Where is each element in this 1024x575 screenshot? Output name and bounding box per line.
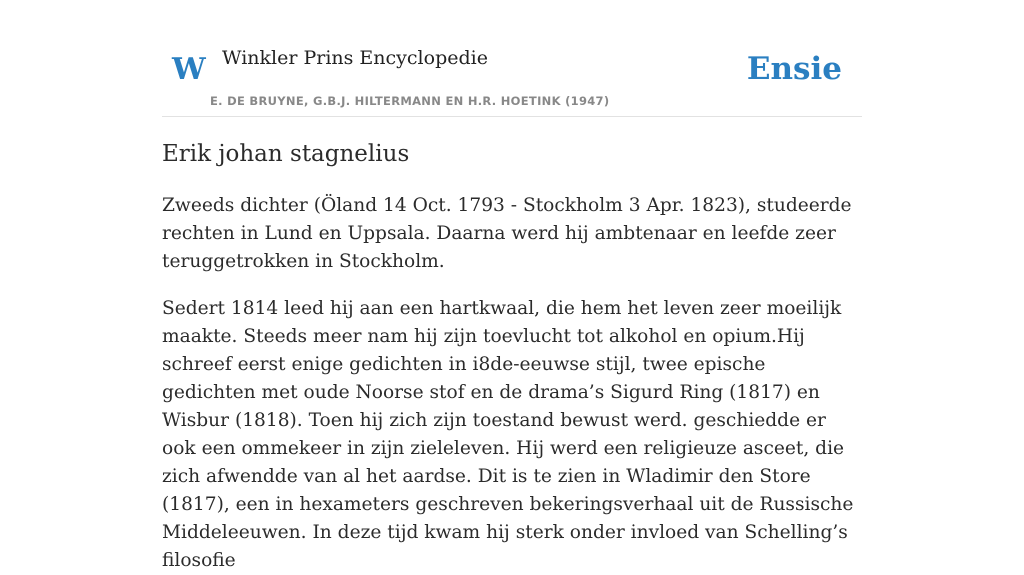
article — [162, 136, 862, 575]
book-authors: E. DE BRUYNE, G.B.J. HILTERMANN EN H.R. HOETINK (1947) — [210, 94, 610, 108]
winkler-prins-logo-icon[interactable]: W — [172, 52, 206, 87]
book-title-link[interactable]: Winkler Prins Encyclopedie — [222, 47, 488, 69]
article-paragraph: Zweeds dichter (Öland 14 Oct. 1793 - Stockholm 3 Apr. 1823), studeerde rechten in Lund en Uppsala. Daarna werd hij ambtenaar en leefde zeer teruggetrokken in Stockholm. — [162, 195, 852, 272]
article-paragraph: Sedert 1814 leed hij aan een hartkwaal, die hem het leven zeer moeilijk maakte. Steeds meer nam hij zijn toevlucht tot alkohol en opium.Hij schreef eerst enige gedichten in i8de-eeuwse stijl, twee epische gedichten met oude Noorse stof en de drama’s Sigurd Ring (1817) en Wisbur (1818). Toen hij zich zijn toestand bewust werd. geschiedde er ook een ommekeer in zijn zieleleven. Hij werd een religieuze asceet, die zich afwendde van al het aardse. Dit is te zien in Wladimir den Store (1817), een in hexameters geschreven bekeringsverhaal uit de Russische Middeleeuwen. In deze tijd kwam hij sterk onder invloed van Schelling’s filosofie — [162, 298, 854, 571]
ensie-logo-link[interactable]: Ensie — [746, 51, 842, 87]
site-header — [162, 0, 862, 117]
article-title: Erik johan stagnelius — [162, 141, 410, 167]
